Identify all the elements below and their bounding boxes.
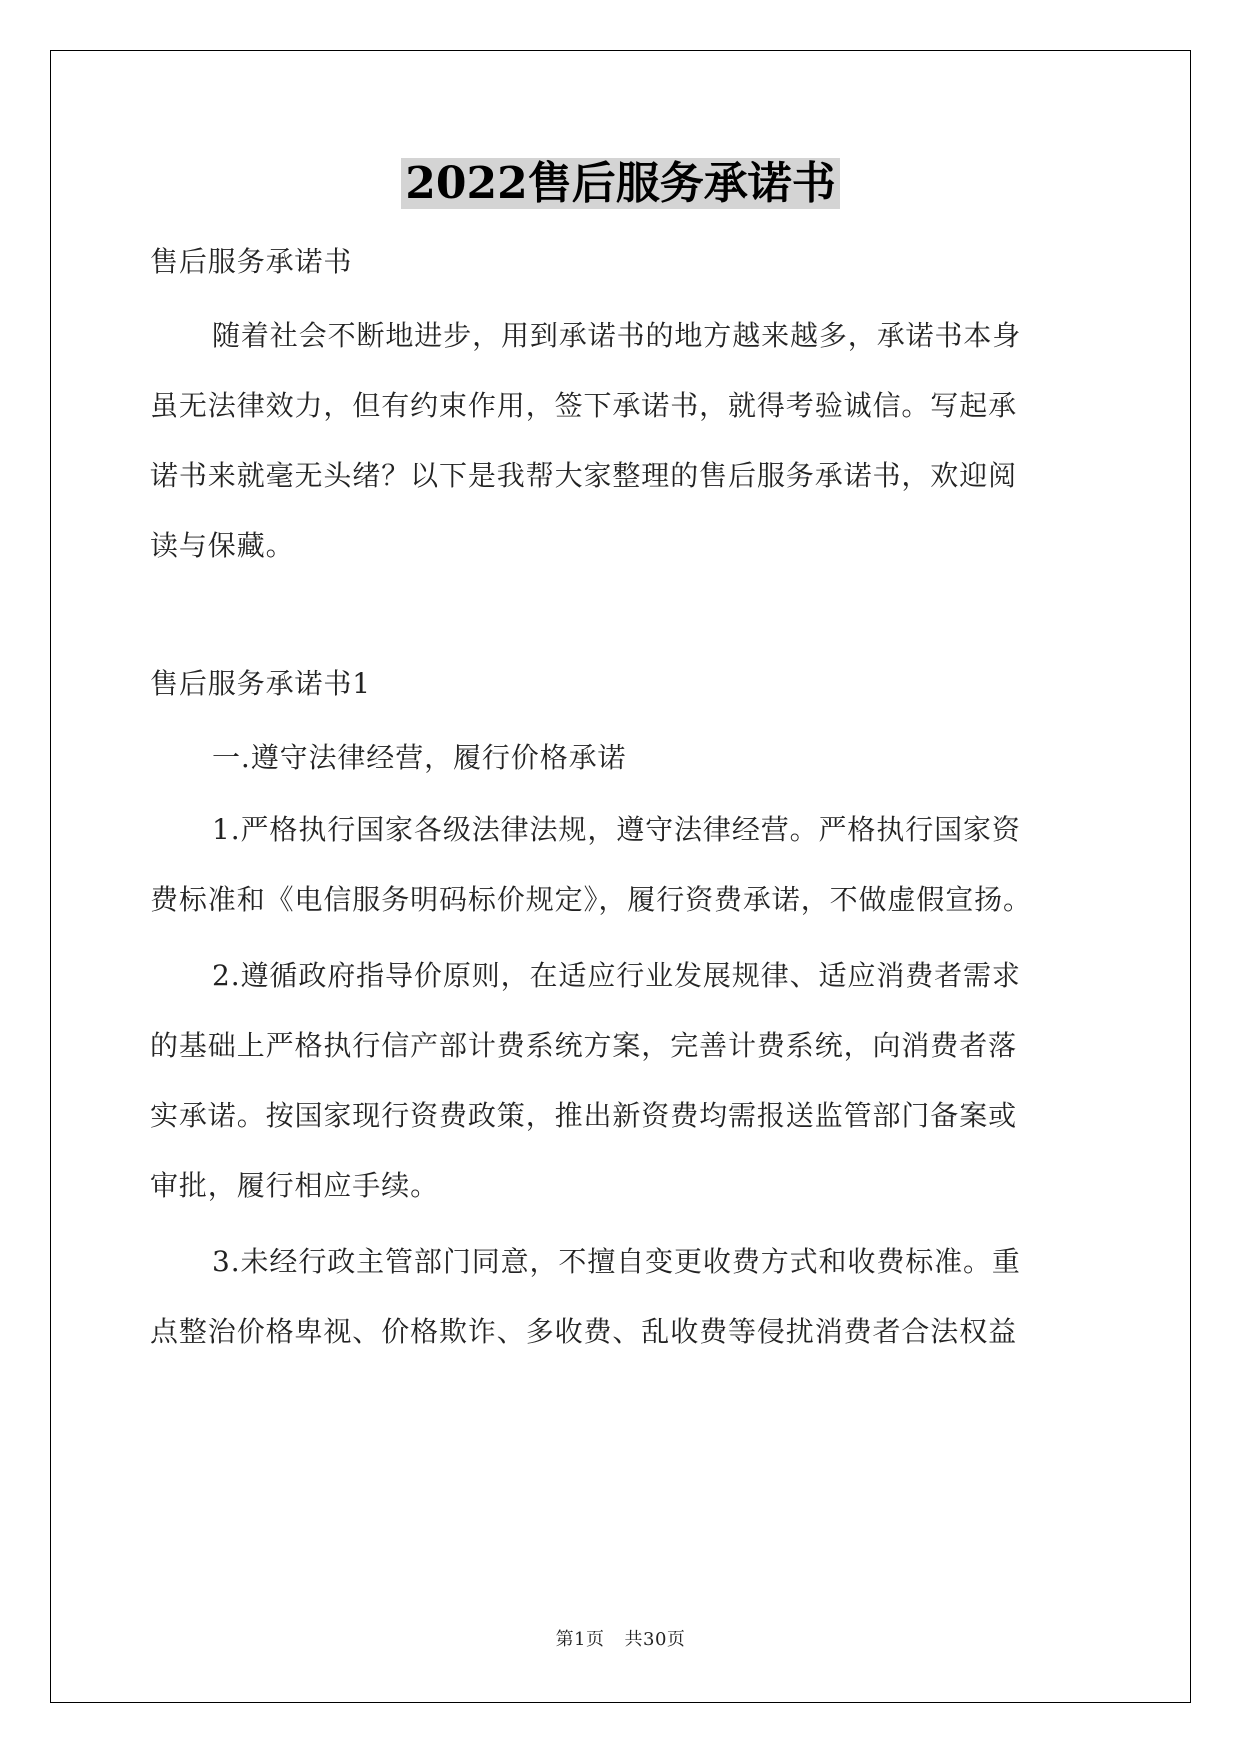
page-footer xyxy=(0,1628,1241,1652)
document-title-text: 2022售后服务承诺书 xyxy=(401,158,839,209)
paragraph-line: 2.遵循政府指导价原则，在适应行业发展规律、适应消费者需求 xyxy=(212,959,1021,992)
document-title xyxy=(0,154,1241,214)
section-heading: 售后服务承诺书1 xyxy=(150,667,372,700)
paragraph-line: 诺书来就毫无头绪？以下是我帮大家整理的售后服务承诺书，欢迎阅 xyxy=(150,459,1018,492)
paragraph-line: 点整治价格卑视、价格欺诈、多收费、乱收费等侵扰消费者合法权益 xyxy=(150,1315,1018,1348)
paragraph-line: 费标准和《电信服务明码标价规定》，履行资费承诺，不做虚假宣扬。 xyxy=(150,883,1032,916)
paragraph-line: 1.严格执行国家各级法律法规，遵守法律经营。严格执行国家资 xyxy=(212,813,1021,846)
page-number-total: 共30页 xyxy=(624,1629,686,1650)
paragraph-line: 实承诺。按国家现行资费政策，推出新资费均需报送监管部门备案或 xyxy=(150,1099,1018,1132)
paragraph-line: 审批，履行相应手续。 xyxy=(150,1169,440,1202)
paragraph-line: 随着社会不断地进步，用到承诺书的地方越来越多，承诺书本身 xyxy=(212,319,1022,352)
section-heading: 售后服务承诺书 xyxy=(150,245,353,278)
subsection-heading: 一.遵守法律经营，履行价格承诺 xyxy=(212,741,627,774)
paragraph-line: 虽无法律效力，但有约束作用，签下承诺书，就得考验诚信。写起承 xyxy=(150,389,1018,422)
page-number-current: 第1页 xyxy=(555,1629,605,1650)
paragraph-line: 的基础上严格执行信产部计费系统方案，完善计费系统，向消费者落 xyxy=(150,1029,1018,1062)
paragraph-line: 读与保藏。 xyxy=(150,529,295,562)
page-border xyxy=(50,50,1191,1703)
paragraph-line: 3.未经行政主管部门同意，不擅自变更收费方式和收费标准。重 xyxy=(212,1245,1021,1278)
